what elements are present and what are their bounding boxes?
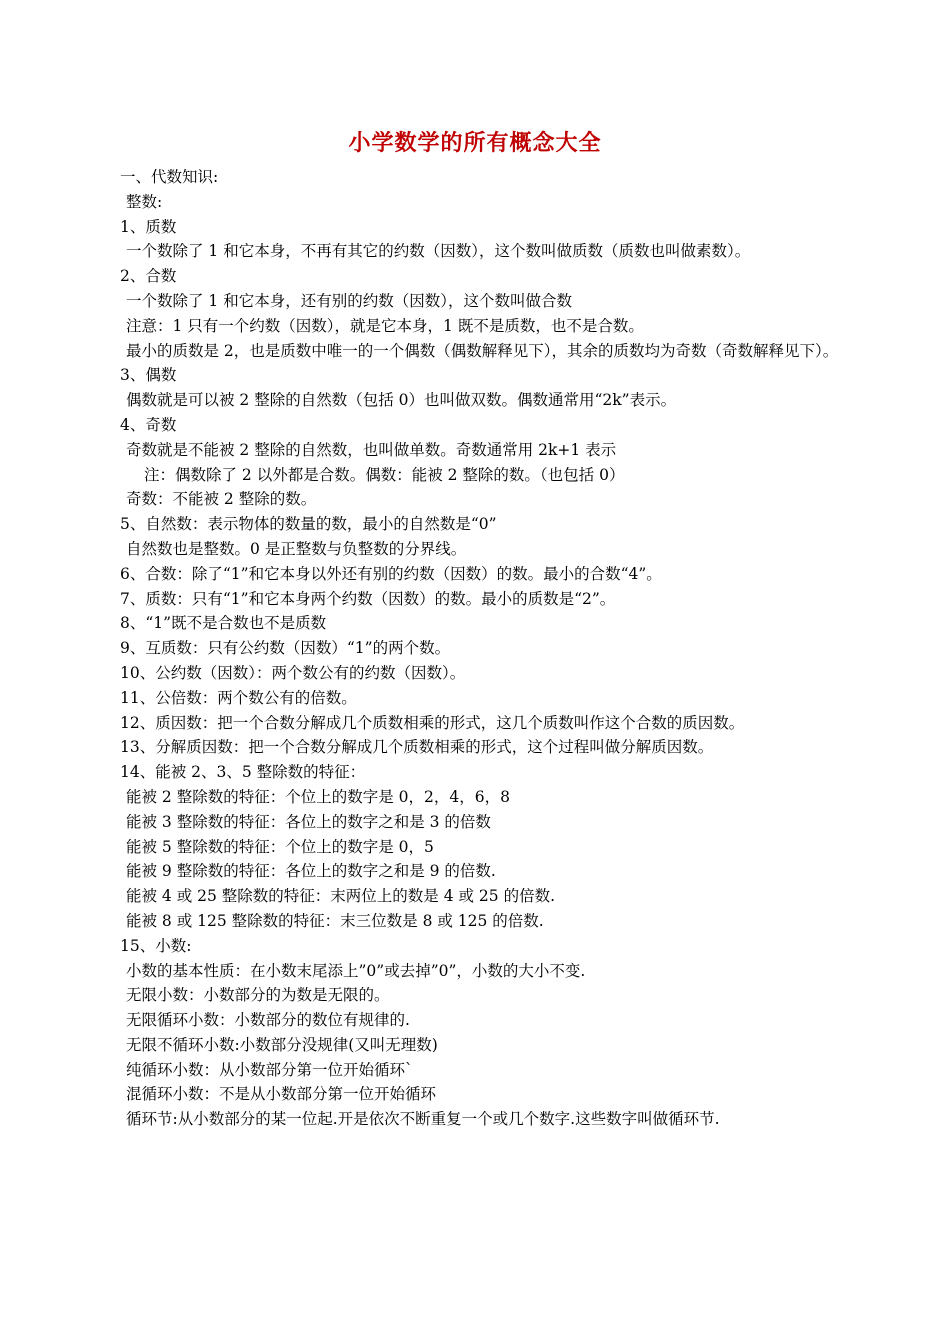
decimal-basic-property: 小数的基本性质：在小数末尾添上”0”或去掉”0”，小数的大小不变.	[126, 961, 586, 980]
document-body	[88, 165, 860, 1132]
definition-prime: 一个数除了 1 和它本身，不再有其它的约数（因数），这个数叫做质数（质数也叫做素数）。	[126, 242, 751, 261]
item-divisibility-heading: 14、能被 2、3、5 整除数的特征：	[120, 763, 366, 782]
definition-composite: 一个数除了 1 和它本身，还有别的约数（因数），这个数叫做合数	[126, 291, 572, 310]
decimal-pure-repeating: 纯循环小数：从小数部分第一位开始循环`	[126, 1060, 413, 1079]
document-title: 小学数学的所有概念大全	[348, 130, 602, 156]
item-prime-factor: 12、质因数：把一个合数分解成几个质数相乘的形式，这几个质数叫作这个合数的质因数。	[120, 713, 745, 732]
item-natural-number: 5、自然数：表示物体的数量的数，最小的自然数是“0”	[120, 515, 497, 534]
item-heading-prime: 1、质数	[120, 217, 177, 236]
item-heading-even: 3、偶数	[120, 366, 177, 385]
decimal-mixed-repeating: 混循环小数：不是从小数部分第一位开始循环	[126, 1085, 437, 1104]
item-one-neither: 8、“1”既不是合数也不是质数	[120, 614, 327, 633]
item-heading-composite: 2、合数	[120, 267, 177, 286]
item-coprime: 9、互质数：只有公约数（因数）“1”的两个数。	[120, 639, 451, 658]
rule-divisible-2: 能被 2 整除数的特征：个位上的数字是 0，2，4，6，8	[126, 787, 510, 806]
decimal-non-repeating: 无限不循环小数:小数部分没规律(又叫无理数)	[126, 1035, 438, 1054]
note-natural-number: 自然数也是整数。0 是正整数与负整数的分界线。	[126, 539, 467, 558]
definition-odd: 奇数就是不能被 2 整除的自然数，也叫做单数。奇数通常用 2k+1 表示	[126, 440, 617, 459]
rule-divisible-5: 能被 5 整除数的特征：个位上的数字是 0，5	[126, 837, 434, 856]
rule-divisible-4-25: 能被 4 或 25 整除数的特征：末两位上的数是 4 或 25 的倍数.	[126, 887, 556, 906]
decimal-infinite: 无限小数：小数部分的为数是无限的。	[126, 986, 390, 1005]
note-one: 注意：1 只有一个约数（因数），就是它本身，1 既不是质数，也不是合数。	[126, 316, 644, 335]
note-even: 注：偶数除了 2 以外都是合数。偶数：能被 2 整除的数。（也包括 0）	[144, 465, 625, 484]
definition-odd-short: 奇数：不能被 2 整除的数。	[126, 490, 317, 509]
rule-divisible-8-125: 能被 8 或 125 整除数的特征：末三位数是 8 或 125 的倍数.	[126, 911, 544, 930]
item-heading-odd: 4、奇数	[120, 415, 177, 434]
item-common-multiple: 11、公倍数：两个数公有的倍数。	[120, 688, 357, 707]
decimal-repeating: 无限循环小数：小数部分的数位有规律的.	[126, 1011, 410, 1030]
subheading-integers: 整数:	[126, 192, 163, 211]
item-common-divisor: 10、公约数（因数）：两个数公有的约数（因数）。	[120, 663, 466, 682]
note-smallest-prime: 最小的质数是 2，也是质数中唯一的一个偶数（偶数解释见下），其余的质数均为奇数（奇数解释见下）。	[126, 341, 839, 360]
item-decimal-heading: 15、小数:	[120, 936, 192, 955]
definition-even: 偶数就是可以被 2 整除的自然数（包括 0）也叫做双数。偶数通常用“2k”表示。	[126, 391, 677, 410]
decimal-repetend: 循环节:从小数部分的某一位起.开是依次不断重复一个或几个数字.这些数字叫做循环节.	[126, 1110, 720, 1129]
item-composite-number: 6、合数：除了“1”和它本身以外还有别的约数（因数）的数。最小的合数“4”。	[120, 564, 662, 583]
item-prime-factorization: 13、分解质因数：把一个合数分解成几个质数相乘的形式，这个过程叫做分解质因数。	[120, 738, 714, 757]
section-heading-algebra: 一、代数知识:	[120, 168, 219, 186]
rule-divisible-9: 能被 9 整除数的特征：各位上的数字之和是 9 的倍数.	[126, 862, 496, 881]
item-prime-number: 7、质数：只有“1”和它本身两个约数（因数）的数。最小的质数是“2”。	[120, 589, 616, 608]
rule-divisible-3: 能被 3 整除数的特征：各位上的数字之和是 3 的倍数	[126, 812, 491, 831]
